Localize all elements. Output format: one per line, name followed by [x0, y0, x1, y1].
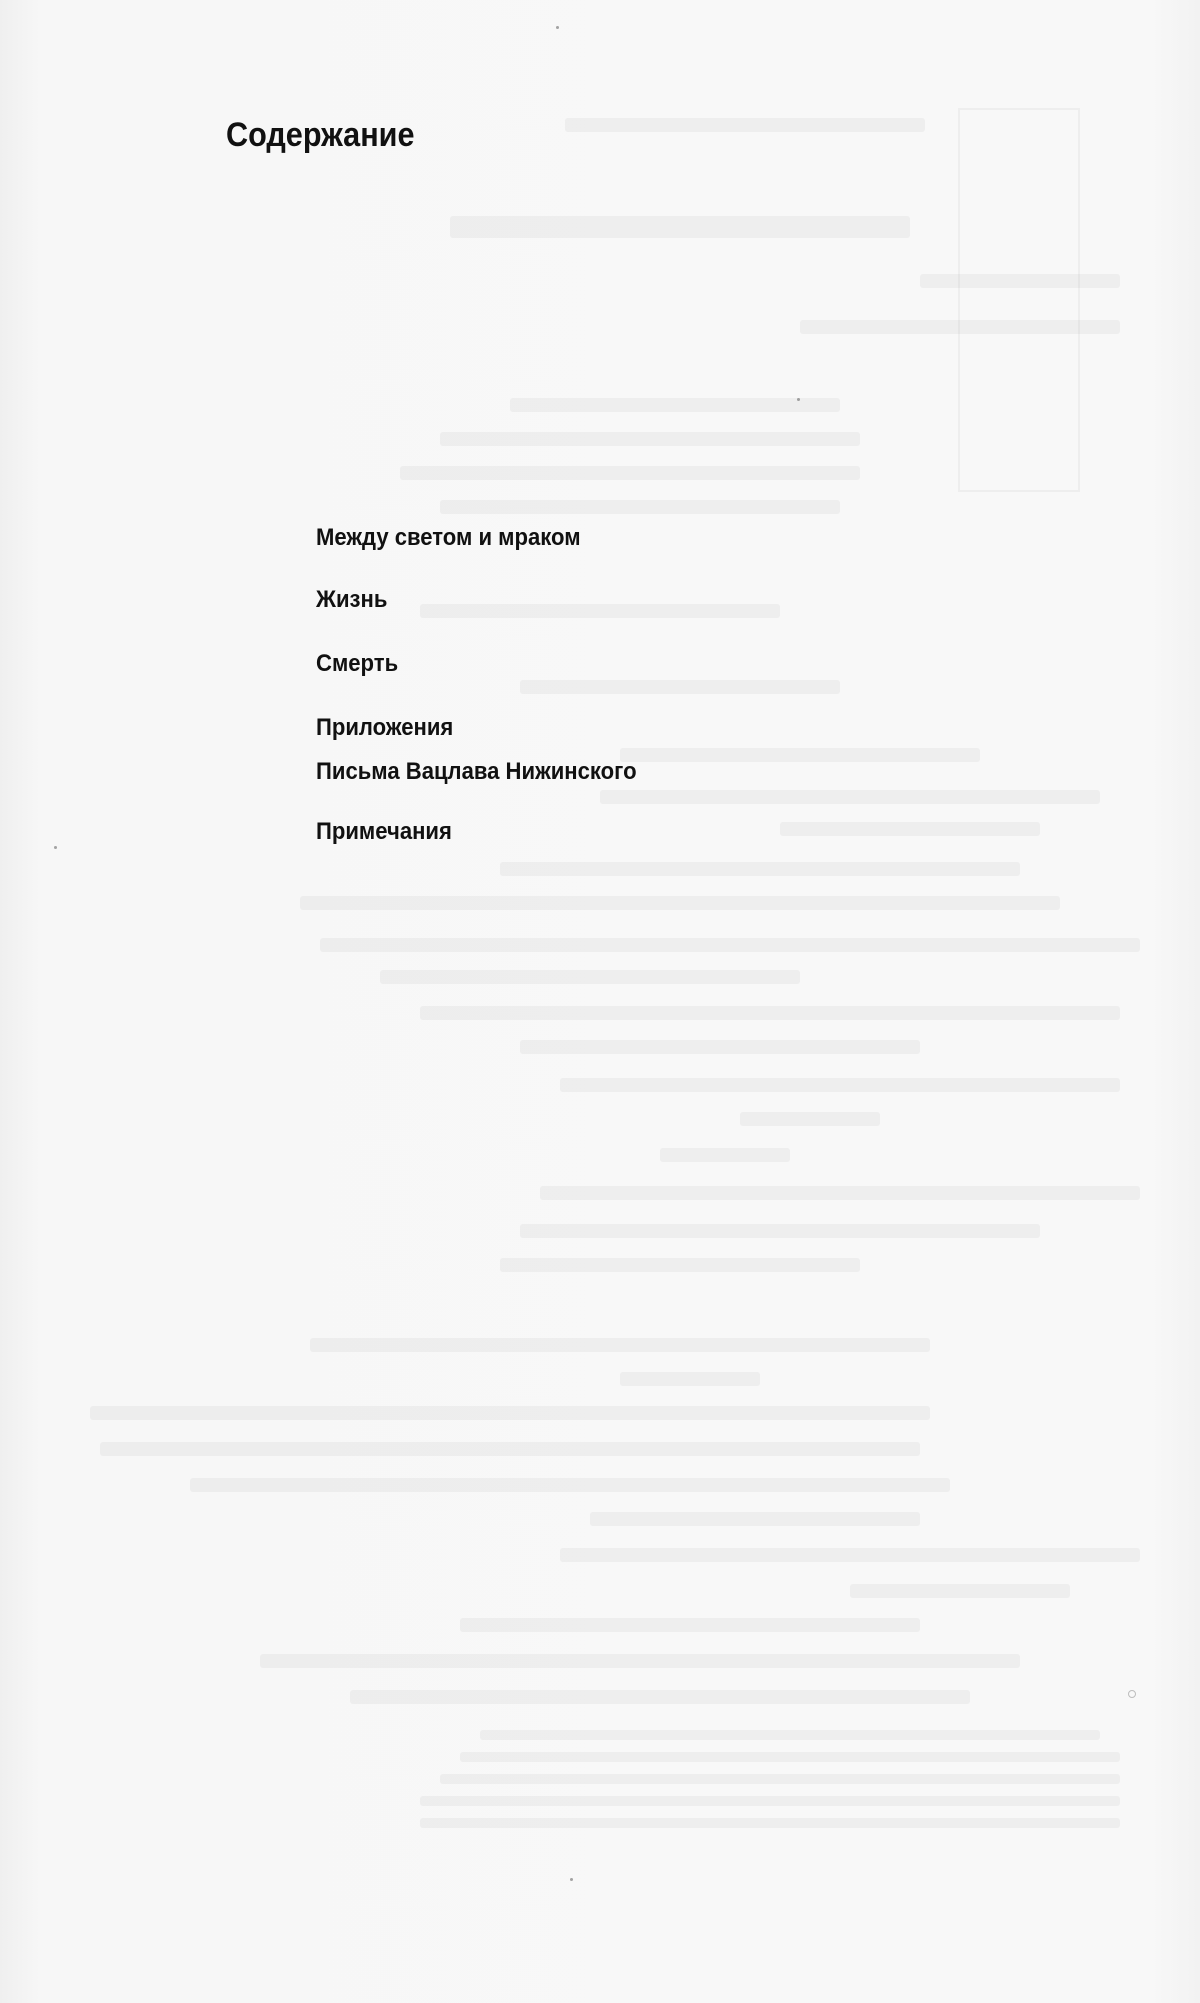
speck — [797, 398, 800, 401]
toc-entry — [0, 584, 900, 620]
toc-entry — [0, 816, 900, 852]
toc-entry — [0, 648, 900, 684]
toc-entry-title: Жизнь — [316, 586, 388, 613]
toc-entry-title: Между светом и мраком — [316, 524, 581, 551]
speck — [570, 1878, 573, 1881]
toc-entry — [0, 756, 900, 792]
speck — [556, 26, 559, 29]
speck — [1128, 1690, 1136, 1698]
toc-entry-title: Смерть — [316, 650, 399, 677]
toc-entry-title: Примечания — [316, 818, 452, 845]
toc-entry — [0, 522, 900, 558]
page-title: Содержание — [226, 116, 415, 154]
toc-section-heading: Приложения — [316, 714, 454, 741]
toc-entry-title: Письма Вацлава Нижинского — [316, 758, 637, 785]
